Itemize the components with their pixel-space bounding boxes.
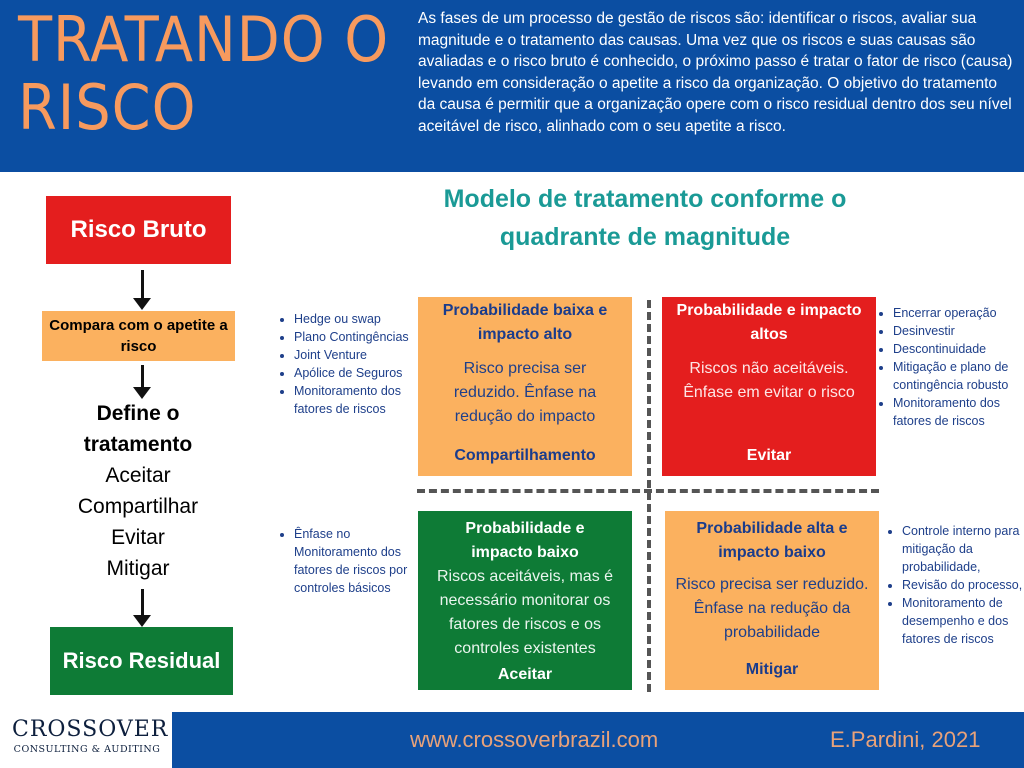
list-item: • Monitoramento de desempenho e dos fatores de riscos [902, 594, 1024, 648]
list-item: • Apólice de Seguros [294, 364, 434, 382]
quadrant-top-left [418, 297, 632, 476]
option-aceitar: Aceitar [105, 464, 171, 487]
model-title: Modelo de tratamento conforme o quadrante de magnitude [443, 185, 847, 251]
side-list-bottom-right [886, 522, 1024, 648]
quadrant-strategy: Compartilhamento [454, 447, 596, 464]
list-item: • Desinvestir [893, 322, 1024, 340]
side-list-bottom-left [278, 525, 434, 597]
quadrant-strategy: Aceitar [497, 666, 553, 683]
quadrant-heading: Probabilidade e impacto altos [676, 302, 862, 343]
list-item: • Monitoramento dos fatores de riscos [893, 394, 1024, 430]
quadrant-description: Riscos não aceitáveis. Ênfase em evitar o risco [683, 360, 855, 401]
quadrant-top-right [662, 297, 876, 476]
list-item: • Controle interno para mitigação da probabilidade, [902, 522, 1024, 576]
quadrant-description: Risco precisa ser reduzido. Ênfase na redução da probabilidade [675, 576, 869, 641]
list-item: • Ênfase no Monitoramento dos fatores de riscos por controles básicos [294, 525, 434, 597]
option-evitar: Evitar [111, 526, 165, 549]
quadrant-strategy: Mitigar [745, 661, 799, 678]
footer-credit: E.Pardini, 2021 [830, 727, 981, 752]
define-tratamento-block [56, 398, 220, 584]
risco-bruto-box: Risco Bruto [46, 196, 231, 264]
quadrant-heading: Probabilidade e impacto baixo [465, 520, 585, 561]
quadrant-strategy: Evitar [746, 447, 792, 464]
list-item: • Descontinuidade [893, 340, 1024, 358]
flow-arrow-3 [135, 589, 149, 629]
list-item: • Revisão do processo, [902, 576, 1024, 594]
side-list-top-left [278, 310, 434, 418]
flow-arrow-1 [135, 270, 149, 310]
logo-wordmark: CROSSOVER [12, 717, 169, 742]
quadrant-description: Risco precisa ser reduzido. Ênfase na redução do impacto [453, 360, 597, 425]
quadrant-bottom-left [418, 511, 632, 690]
quadrant-description: Riscos aceitáveis, mas é necessário monitorar os fatores de riscos e os controles existentes [436, 568, 614, 657]
option-mitigar: Mitigar [106, 557, 170, 580]
crossover-logo [12, 716, 169, 764]
quadrant-divider-vertical [647, 300, 651, 692]
footer-website-link[interactable]: www.crossoverbrazil.com [410, 727, 659, 752]
flow-arrow-2 [135, 365, 149, 401]
list-item: • Plano Contingências [294, 328, 434, 346]
list-item: • Joint Venture [294, 346, 434, 364]
compara-apetite-box: Compara com o apetite a risco [42, 311, 235, 361]
list-item: • Monitoramento dos fatores de riscos [294, 382, 434, 418]
option-compartilhar: Compartilhar [77, 495, 199, 518]
side-list-top-right [877, 304, 1024, 430]
risco-residual-box: Risco Residual [50, 627, 233, 695]
quadrant-heading: Probabilidade baixa e impacto alto [442, 302, 608, 343]
intro-paragraph: As fases de um processo de gestão de riscos são: identificar o riscos, avaliar sua magnitude e o tratamento das causas. Uma vez que os riscos e suas causas são avaliadas e o risco bruto é conhecido, o próximo passo é tratar o fator de risco (causa) levando em consideração o apetite a risco da organização. O objetivo do tratamento da causa é permitir que a organização opere com o risco residual dentro dos seu nível aceitável de risco, alinhado com o seu apetite a risco. [418, 10, 1013, 135]
define-tratamento-title: Define o tratamento [83, 402, 193, 456]
list-item: • Hedge ou swap [294, 310, 434, 328]
page-title: TRATANDO O RISCO [18, 3, 390, 144]
list-item: • Encerrar operação [893, 304, 1024, 322]
quadrant-bottom-right [665, 511, 879, 690]
logo-tagline: CONSULTING & AUDITING [13, 744, 161, 755]
list-item: • Mitigação e plano de contingência robusto [893, 358, 1024, 394]
quadrant-heading: Probabilidade alta e impacto baixo [696, 520, 848, 561]
